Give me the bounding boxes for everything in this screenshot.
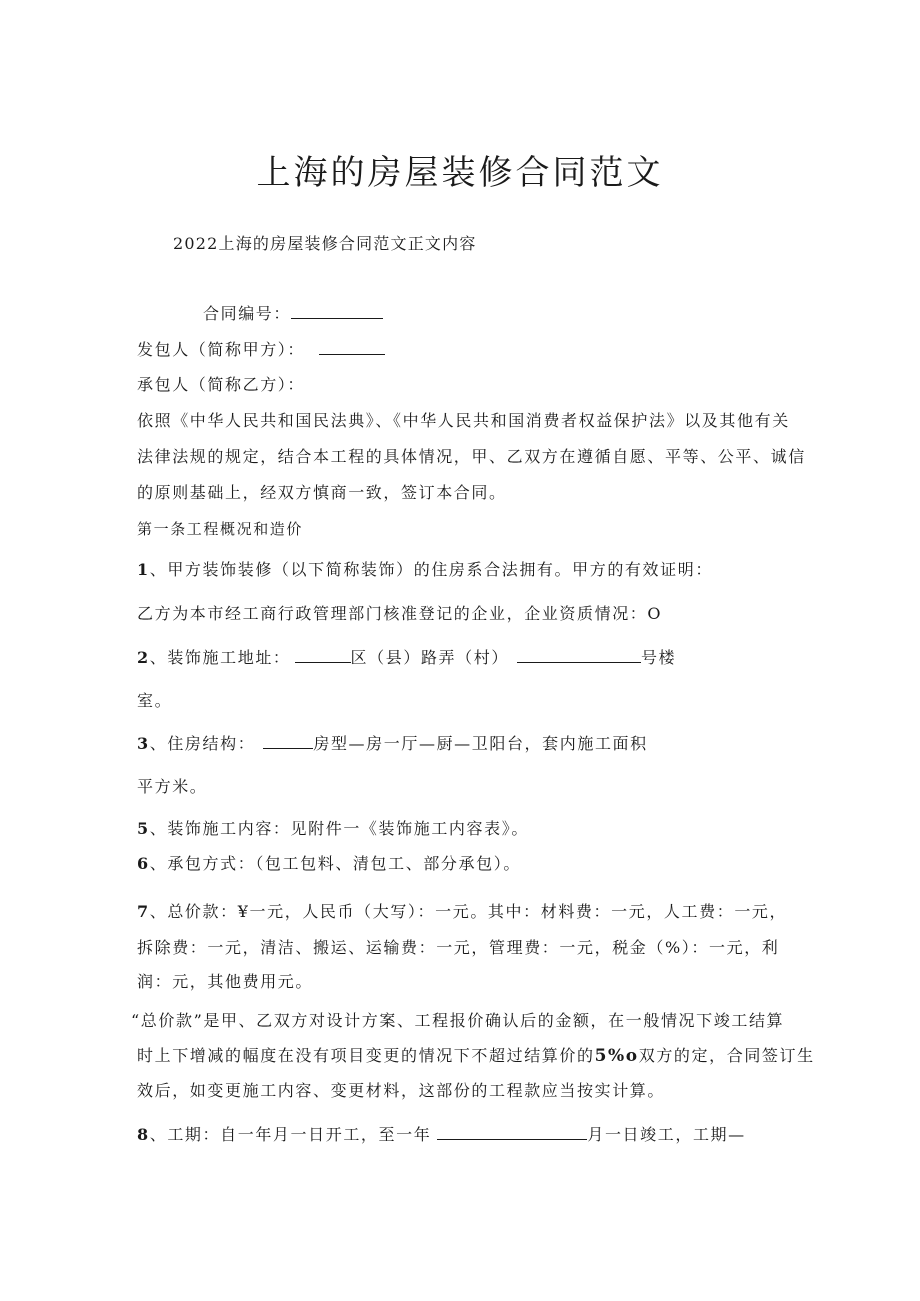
item-2-building: 号楼 [640, 648, 677, 667]
item-2-middle: 区（县）路弄（村） [350, 648, 509, 667]
contract-number-line [203, 302, 383, 325]
intro-line-1: 依照《中华人民共和国民法典》、《中华人民共和国消费者权益保护法》以及其他有关 [137, 411, 790, 430]
intro-line-2: 法律法规的规定，结合本工程的具体情况，甲、乙双方在遵循自愿、平等、公平、诚信 [137, 447, 806, 466]
item-5-number: 5 [137, 819, 150, 838]
item-1-number: 1 [137, 560, 150, 579]
item-6-line [137, 853, 521, 875]
note-line-3: 效后，如变更施工内容、变更材料，这部份的工程款应当按实计算。 [137, 1081, 666, 1100]
party-a-blank [319, 338, 385, 355]
item-6-number: 6 [137, 854, 150, 873]
article-1-heading: 第一条工程概况和造价 [137, 520, 304, 538]
item-3-label: 、住房结构： [149, 734, 256, 753]
party-a-line [137, 338, 385, 361]
item-1-text: 、甲方装饰装修（以下简称装饰）的住房系合法拥有。甲方的有效证明： [149, 560, 713, 579]
item-1-qualification: 乙方为本市经工商行政管理部门核准登记的企业，企业资质情况：O [137, 604, 663, 623]
document-title: 上海的房屋装修合同范文 [256, 153, 664, 193]
document-subtitle: 2022上海的房屋装修合同范文正文内容 [173, 234, 477, 253]
item-2-road-blank [517, 646, 641, 663]
intro-line-3: 的原则基础上，经双方慎商一致，签订本合同。 [137, 483, 507, 502]
item-2-line [137, 646, 676, 669]
note-line-2-tail: 双方的定，合同签订生 [638, 1046, 815, 1065]
item-8-number: 8 [137, 1125, 150, 1144]
note-line-2-text: 时上下增减的幅度在没有项目变更的情况下不超过结算价的 [137, 1046, 595, 1065]
party-a-label: 发包人（简称甲方）： [137, 340, 306, 359]
item-3-area-unit: 平方米。 [137, 777, 208, 796]
item-3-structure: 房型—房一厅—厨—卫阳台，套内施工面积 [313, 734, 648, 753]
item-8-text-2: 月一日竣工，工期— [587, 1125, 746, 1144]
item-8-text-1: 、工期：自一年月一日开工，至一年 [149, 1125, 432, 1144]
item-3-line [137, 732, 648, 755]
item-8-line [137, 1123, 746, 1146]
item-3-type-blank [263, 732, 313, 749]
note-line-1: “总价款”是甲、乙双方对设计方案、工程报价确认后的金额，在一般情况下竣工结算 [131, 1011, 785, 1030]
item-6-text: 、承包方式：（包工包料、清包工、部分承包）。 [149, 854, 521, 873]
note-line-2 [137, 1045, 815, 1067]
item-2-room: 室。 [137, 691, 173, 710]
item-5-text: 、装饰施工内容：见附件一《装饰施工内容表》。 [149, 819, 529, 838]
item-8-year-blank [437, 1123, 587, 1140]
item-2-district-blank [295, 646, 351, 663]
contract-number-label: 合同编号： [203, 304, 292, 323]
item-5-line [137, 818, 529, 840]
item-7-line-3: 润：元，其他费用元。 [137, 972, 314, 991]
item-7-line-2: 拆除费：一元，清洁、搬运、运输费：一元，管理费：一元，税金（%）：一元，利 [137, 938, 780, 957]
party-b-label: 承包人（简称乙方）： [137, 375, 306, 394]
note-percentage: 5%o [594, 1046, 639, 1066]
item-2-number: 2 [137, 648, 150, 667]
item-3-number: 3 [137, 734, 150, 753]
item-7-number: 7 [137, 902, 150, 921]
item-2-label: 、装饰施工地址： [149, 648, 291, 667]
contract-number-blank [291, 302, 383, 319]
item-7-line-1 [137, 901, 787, 923]
item-1-line [137, 559, 713, 581]
item-7-text-1: 、总价款：¥一元，人民币（大写）：一元。其中：材料费：一元，人工费：一元， [149, 902, 788, 921]
